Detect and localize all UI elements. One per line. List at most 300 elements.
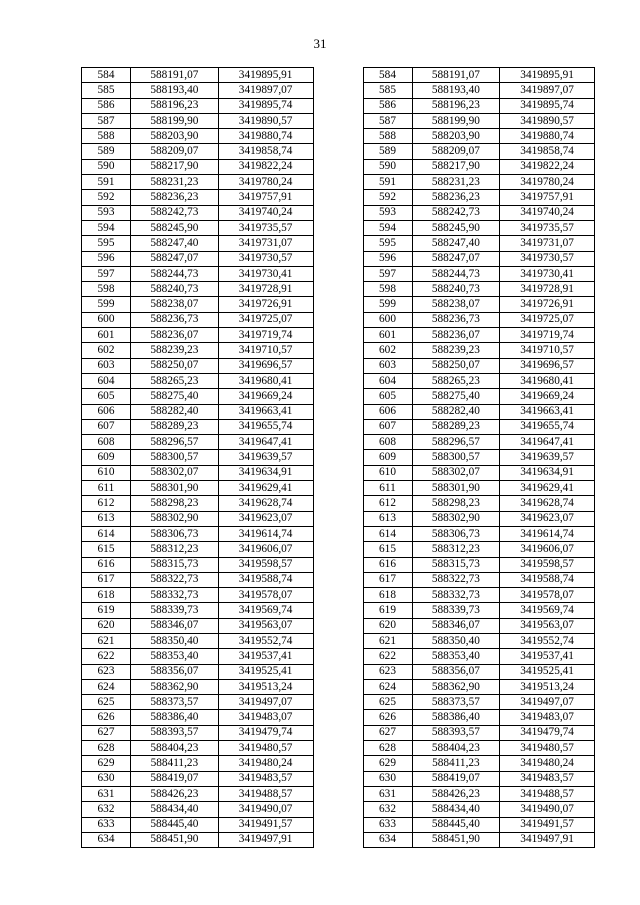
point-number-cell: 619 bbox=[363, 603, 412, 618]
x-coordinate-cell: 588353,40 bbox=[412, 649, 500, 664]
point-number-cell: 606 bbox=[82, 404, 131, 419]
x-coordinate-cell: 588346,07 bbox=[131, 618, 219, 633]
y-coordinate-cell: 3419483,07 bbox=[500, 710, 595, 725]
table-row bbox=[82, 83, 314, 98]
x-coordinate-cell: 588231,23 bbox=[412, 175, 500, 190]
table-row bbox=[363, 404, 595, 419]
x-coordinate-cell: 588193,40 bbox=[131, 83, 219, 98]
point-number-cell: 627 bbox=[363, 725, 412, 740]
point-number-cell: 601 bbox=[363, 328, 412, 343]
x-coordinate-cell: 588193,40 bbox=[412, 83, 500, 98]
table-row bbox=[82, 557, 314, 572]
point-number-cell: 584 bbox=[363, 68, 412, 83]
x-coordinate-cell: 588250,07 bbox=[131, 358, 219, 373]
y-coordinate-cell: 3419479,74 bbox=[218, 725, 313, 740]
table-row bbox=[82, 297, 314, 312]
x-coordinate-cell: 588217,90 bbox=[131, 159, 219, 174]
table-row bbox=[82, 435, 314, 450]
table-row bbox=[82, 144, 314, 159]
x-coordinate-cell: 588250,07 bbox=[412, 358, 500, 373]
x-coordinate-cell: 588244,73 bbox=[131, 266, 219, 281]
point-number-cell: 589 bbox=[82, 144, 131, 159]
table-row bbox=[82, 450, 314, 465]
point-number-cell: 595 bbox=[82, 236, 131, 251]
x-coordinate-cell: 588300,57 bbox=[131, 450, 219, 465]
table-row bbox=[82, 572, 314, 587]
point-number-cell: 632 bbox=[363, 802, 412, 817]
x-coordinate-cell: 588419,07 bbox=[412, 771, 500, 786]
x-coordinate-cell: 588209,07 bbox=[131, 144, 219, 159]
point-number-cell: 621 bbox=[363, 633, 412, 648]
table-row bbox=[363, 465, 595, 480]
x-coordinate-cell: 588265,23 bbox=[412, 373, 500, 388]
y-coordinate-cell: 3419730,41 bbox=[218, 266, 313, 281]
y-coordinate-cell: 3419634,91 bbox=[500, 465, 595, 480]
y-coordinate-cell: 3419479,74 bbox=[500, 725, 595, 740]
y-coordinate-cell: 3419895,91 bbox=[500, 68, 595, 83]
coordinates-tables bbox=[81, 67, 595, 848]
table-row bbox=[363, 542, 595, 557]
table-row bbox=[363, 725, 595, 740]
x-coordinate-cell: 588373,57 bbox=[131, 695, 219, 710]
y-coordinate-cell: 3419480,57 bbox=[500, 741, 595, 756]
table-row bbox=[82, 373, 314, 388]
y-coordinate-cell: 3419726,91 bbox=[218, 297, 313, 312]
table-row bbox=[363, 771, 595, 786]
coordinates-table-left bbox=[81, 67, 314, 848]
table-row bbox=[363, 511, 595, 526]
point-number-cell: 625 bbox=[363, 695, 412, 710]
point-number-cell: 603 bbox=[363, 358, 412, 373]
table-row bbox=[82, 113, 314, 128]
y-coordinate-cell: 3419598,57 bbox=[500, 557, 595, 572]
x-coordinate-cell: 588332,73 bbox=[412, 588, 500, 603]
x-coordinate-cell: 588236,73 bbox=[412, 312, 500, 327]
x-coordinate-cell: 588373,57 bbox=[412, 695, 500, 710]
x-coordinate-cell: 588322,73 bbox=[131, 572, 219, 587]
table-row bbox=[363, 98, 595, 113]
x-coordinate-cell: 588386,40 bbox=[412, 710, 500, 725]
point-number-cell: 598 bbox=[82, 282, 131, 297]
table-row bbox=[363, 756, 595, 771]
y-coordinate-cell: 3419895,74 bbox=[500, 98, 595, 113]
y-coordinate-cell: 3419628,74 bbox=[500, 496, 595, 511]
y-coordinate-cell: 3419728,91 bbox=[218, 282, 313, 297]
y-coordinate-cell: 3419606,07 bbox=[500, 542, 595, 557]
point-number-cell: 612 bbox=[363, 496, 412, 511]
x-coordinate-cell: 588282,40 bbox=[412, 404, 500, 419]
coordinates-table-right bbox=[363, 67, 596, 848]
table-row bbox=[363, 603, 595, 618]
table-row bbox=[363, 786, 595, 801]
x-coordinate-cell: 588322,73 bbox=[412, 572, 500, 587]
point-number-cell: 595 bbox=[363, 236, 412, 251]
x-coordinate-cell: 588240,73 bbox=[412, 282, 500, 297]
x-coordinate-cell: 588289,23 bbox=[131, 419, 219, 434]
table-row bbox=[363, 450, 595, 465]
point-number-cell: 611 bbox=[82, 481, 131, 496]
point-number-cell: 628 bbox=[363, 741, 412, 756]
point-number-cell: 592 bbox=[363, 190, 412, 205]
point-number-cell: 610 bbox=[82, 465, 131, 480]
y-coordinate-cell: 3419488,57 bbox=[500, 786, 595, 801]
x-coordinate-cell: 588199,90 bbox=[412, 113, 500, 128]
y-coordinate-cell: 3419719,74 bbox=[218, 328, 313, 343]
point-number-cell: 610 bbox=[363, 465, 412, 480]
point-number-cell: 605 bbox=[82, 389, 131, 404]
table-row bbox=[363, 588, 595, 603]
x-coordinate-cell: 588426,23 bbox=[131, 786, 219, 801]
table-row bbox=[363, 695, 595, 710]
x-coordinate-cell: 588339,73 bbox=[131, 603, 219, 618]
table-row bbox=[363, 435, 595, 450]
table-row bbox=[82, 98, 314, 113]
x-coordinate-cell: 588265,23 bbox=[131, 373, 219, 388]
x-coordinate-cell: 588236,07 bbox=[131, 328, 219, 343]
table-row bbox=[363, 496, 595, 511]
point-number-cell: 586 bbox=[363, 98, 412, 113]
table-row bbox=[82, 68, 314, 83]
table-row bbox=[82, 526, 314, 541]
x-coordinate-cell: 588239,23 bbox=[412, 343, 500, 358]
x-coordinate-cell: 588239,23 bbox=[131, 343, 219, 358]
point-number-cell: 606 bbox=[363, 404, 412, 419]
point-number-cell: 609 bbox=[363, 450, 412, 465]
point-number-cell: 620 bbox=[363, 618, 412, 633]
table-gap bbox=[314, 67, 363, 848]
y-coordinate-cell: 3419728,91 bbox=[500, 282, 595, 297]
x-coordinate-cell: 588426,23 bbox=[412, 786, 500, 801]
x-coordinate-cell: 588404,23 bbox=[131, 741, 219, 756]
table-row bbox=[363, 282, 595, 297]
point-number-cell: 626 bbox=[363, 710, 412, 725]
point-number-cell: 600 bbox=[363, 312, 412, 327]
x-coordinate-cell: 588199,90 bbox=[131, 113, 219, 128]
point-number-cell: 604 bbox=[363, 373, 412, 388]
y-coordinate-cell: 3419680,41 bbox=[218, 373, 313, 388]
point-number-cell: 607 bbox=[82, 419, 131, 434]
y-coordinate-cell: 3419578,07 bbox=[500, 588, 595, 603]
y-coordinate-cell: 3419483,57 bbox=[500, 771, 595, 786]
point-number-cell: 585 bbox=[82, 83, 131, 98]
table-row bbox=[82, 159, 314, 174]
x-coordinate-cell: 588362,90 bbox=[412, 679, 500, 694]
table-row bbox=[363, 297, 595, 312]
table-row bbox=[82, 771, 314, 786]
point-number-cell: 584 bbox=[82, 68, 131, 83]
y-coordinate-cell: 3419623,07 bbox=[500, 511, 595, 526]
y-coordinate-cell: 3419655,74 bbox=[500, 419, 595, 434]
y-coordinate-cell: 3419740,24 bbox=[500, 205, 595, 220]
table-row bbox=[363, 144, 595, 159]
y-coordinate-cell: 3419563,07 bbox=[500, 618, 595, 633]
y-coordinate-cell: 3419696,57 bbox=[218, 358, 313, 373]
y-coordinate-cell: 3419480,57 bbox=[218, 741, 313, 756]
point-number-cell: 596 bbox=[363, 251, 412, 266]
y-coordinate-cell: 3419895,91 bbox=[218, 68, 313, 83]
table-row bbox=[363, 266, 595, 281]
x-coordinate-cell: 588312,23 bbox=[131, 542, 219, 557]
x-coordinate-cell: 588238,07 bbox=[412, 297, 500, 312]
table-row bbox=[82, 603, 314, 618]
table-row bbox=[82, 725, 314, 740]
point-number-cell: 617 bbox=[82, 572, 131, 587]
table-row bbox=[363, 802, 595, 817]
x-coordinate-cell: 588191,07 bbox=[131, 68, 219, 83]
table-row bbox=[82, 710, 314, 725]
y-coordinate-cell: 3419858,74 bbox=[500, 144, 595, 159]
point-number-cell: 600 bbox=[82, 312, 131, 327]
point-number-cell: 590 bbox=[82, 159, 131, 174]
table-row bbox=[363, 633, 595, 648]
table-row bbox=[363, 175, 595, 190]
point-number-cell: 633 bbox=[363, 817, 412, 832]
table-row bbox=[363, 373, 595, 388]
x-coordinate-cell: 588244,73 bbox=[412, 266, 500, 281]
table-row bbox=[82, 236, 314, 251]
point-number-cell: 592 bbox=[82, 190, 131, 205]
y-coordinate-cell: 3419639,57 bbox=[218, 450, 313, 465]
y-coordinate-cell: 3419497,91 bbox=[500, 832, 595, 847]
table-row bbox=[82, 205, 314, 220]
point-number-cell: 626 bbox=[82, 710, 131, 725]
y-coordinate-cell: 3419740,24 bbox=[218, 205, 313, 220]
table-row bbox=[363, 83, 595, 98]
table-row bbox=[363, 679, 595, 694]
point-number-cell: 614 bbox=[82, 526, 131, 541]
x-coordinate-cell: 588236,07 bbox=[412, 328, 500, 343]
y-coordinate-cell: 3419483,07 bbox=[218, 710, 313, 725]
x-coordinate-cell: 588245,90 bbox=[412, 220, 500, 235]
y-coordinate-cell: 3419629,41 bbox=[500, 481, 595, 496]
x-coordinate-cell: 588302,90 bbox=[131, 511, 219, 526]
y-coordinate-cell: 3419488,57 bbox=[218, 786, 313, 801]
x-coordinate-cell: 588302,90 bbox=[412, 511, 500, 526]
x-coordinate-cell: 588411,23 bbox=[412, 756, 500, 771]
x-coordinate-cell: 588217,90 bbox=[412, 159, 500, 174]
x-coordinate-cell: 588419,07 bbox=[131, 771, 219, 786]
point-number-cell: 593 bbox=[363, 205, 412, 220]
table-row bbox=[363, 236, 595, 251]
table-row bbox=[82, 741, 314, 756]
table-row bbox=[363, 220, 595, 235]
y-coordinate-cell: 3419680,41 bbox=[500, 373, 595, 388]
point-number-cell: 587 bbox=[82, 113, 131, 128]
y-coordinate-cell: 3419491,57 bbox=[500, 817, 595, 832]
x-coordinate-cell: 588362,90 bbox=[131, 679, 219, 694]
point-number-cell: 618 bbox=[363, 588, 412, 603]
point-number-cell: 586 bbox=[82, 98, 131, 113]
point-number-cell: 612 bbox=[82, 496, 131, 511]
table-row bbox=[82, 481, 314, 496]
table-row bbox=[82, 786, 314, 801]
x-coordinate-cell: 588386,40 bbox=[131, 710, 219, 725]
point-number-cell: 602 bbox=[82, 343, 131, 358]
x-coordinate-cell: 588356,07 bbox=[412, 664, 500, 679]
x-coordinate-cell: 588350,40 bbox=[131, 633, 219, 648]
point-number-cell: 599 bbox=[363, 297, 412, 312]
point-number-cell: 587 bbox=[363, 113, 412, 128]
x-coordinate-cell: 588238,07 bbox=[131, 297, 219, 312]
table-row bbox=[82, 802, 314, 817]
x-coordinate-cell: 588196,23 bbox=[131, 98, 219, 113]
y-coordinate-cell: 3419735,57 bbox=[500, 220, 595, 235]
point-number-cell: 591 bbox=[82, 175, 131, 190]
point-number-cell: 631 bbox=[363, 786, 412, 801]
x-coordinate-cell: 588301,90 bbox=[412, 481, 500, 496]
table-row bbox=[363, 190, 595, 205]
point-number-cell: 594 bbox=[82, 220, 131, 235]
table-row bbox=[363, 526, 595, 541]
table-row bbox=[82, 358, 314, 373]
x-coordinate-cell: 588296,57 bbox=[412, 435, 500, 450]
point-number-cell: 629 bbox=[82, 756, 131, 771]
y-coordinate-cell: 3419606,07 bbox=[218, 542, 313, 557]
point-number-cell: 623 bbox=[82, 664, 131, 679]
x-coordinate-cell: 588393,57 bbox=[412, 725, 500, 740]
x-coordinate-cell: 588242,73 bbox=[131, 205, 219, 220]
x-coordinate-cell: 588282,40 bbox=[131, 404, 219, 419]
y-coordinate-cell: 3419569,74 bbox=[218, 603, 313, 618]
y-coordinate-cell: 3419780,24 bbox=[218, 175, 313, 190]
point-number-cell: 619 bbox=[82, 603, 131, 618]
y-coordinate-cell: 3419890,57 bbox=[500, 113, 595, 128]
table-row bbox=[82, 251, 314, 266]
point-number-cell: 622 bbox=[363, 649, 412, 664]
table-row bbox=[363, 419, 595, 434]
point-number-cell: 597 bbox=[363, 266, 412, 281]
table-row bbox=[82, 664, 314, 679]
y-coordinate-cell: 3419663,41 bbox=[500, 404, 595, 419]
x-coordinate-cell: 588346,07 bbox=[412, 618, 500, 633]
x-coordinate-cell: 588298,23 bbox=[412, 496, 500, 511]
table-row bbox=[82, 817, 314, 832]
y-coordinate-cell: 3419629,41 bbox=[218, 481, 313, 496]
y-coordinate-cell: 3419598,57 bbox=[218, 557, 313, 572]
table-row bbox=[82, 465, 314, 480]
point-number-cell: 634 bbox=[363, 832, 412, 847]
x-coordinate-cell: 588332,73 bbox=[131, 588, 219, 603]
table-row bbox=[82, 679, 314, 694]
point-number-cell: 594 bbox=[363, 220, 412, 235]
table-row bbox=[82, 404, 314, 419]
table-row bbox=[363, 649, 595, 664]
x-coordinate-cell: 588302,07 bbox=[412, 465, 500, 480]
x-coordinate-cell: 588240,73 bbox=[131, 282, 219, 297]
y-coordinate-cell: 3419696,57 bbox=[500, 358, 595, 373]
table-row bbox=[82, 542, 314, 557]
x-coordinate-cell: 588236,23 bbox=[131, 190, 219, 205]
table-row bbox=[363, 741, 595, 756]
table-row bbox=[363, 817, 595, 832]
x-coordinate-cell: 588434,40 bbox=[131, 802, 219, 817]
point-number-cell: 615 bbox=[82, 542, 131, 557]
table-row bbox=[363, 389, 595, 404]
y-coordinate-cell: 3419614,74 bbox=[500, 526, 595, 541]
x-coordinate-cell: 588434,40 bbox=[412, 802, 500, 817]
x-coordinate-cell: 588306,73 bbox=[412, 526, 500, 541]
y-coordinate-cell: 3419569,74 bbox=[500, 603, 595, 618]
y-coordinate-cell: 3419822,24 bbox=[218, 159, 313, 174]
y-coordinate-cell: 3419858,74 bbox=[218, 144, 313, 159]
x-coordinate-cell: 588393,57 bbox=[131, 725, 219, 740]
point-number-cell: 616 bbox=[363, 557, 412, 572]
table-row bbox=[82, 832, 314, 847]
table-row bbox=[363, 481, 595, 496]
x-coordinate-cell: 588356,07 bbox=[131, 664, 219, 679]
point-number-cell: 613 bbox=[363, 511, 412, 526]
table-row bbox=[363, 618, 595, 633]
x-coordinate-cell: 588247,07 bbox=[412, 251, 500, 266]
y-coordinate-cell: 3419497,07 bbox=[500, 695, 595, 710]
x-coordinate-cell: 588300,57 bbox=[412, 450, 500, 465]
y-coordinate-cell: 3419588,74 bbox=[500, 572, 595, 587]
y-coordinate-cell: 3419730,41 bbox=[500, 266, 595, 281]
y-coordinate-cell: 3419710,57 bbox=[218, 343, 313, 358]
point-number-cell: 621 bbox=[82, 633, 131, 648]
y-coordinate-cell: 3419614,74 bbox=[218, 526, 313, 541]
table-row bbox=[82, 282, 314, 297]
x-coordinate-cell: 588339,73 bbox=[412, 603, 500, 618]
point-number-cell: 624 bbox=[363, 679, 412, 694]
y-coordinate-cell: 3419552,74 bbox=[218, 633, 313, 648]
table-row bbox=[363, 312, 595, 327]
y-coordinate-cell: 3419731,07 bbox=[218, 236, 313, 251]
point-number-cell: 629 bbox=[363, 756, 412, 771]
x-coordinate-cell: 588451,90 bbox=[412, 832, 500, 847]
y-coordinate-cell: 3419537,41 bbox=[500, 649, 595, 664]
coordinates-table-right-body bbox=[363, 68, 595, 848]
point-number-cell: 591 bbox=[363, 175, 412, 190]
x-coordinate-cell: 588203,90 bbox=[412, 129, 500, 144]
x-coordinate-cell: 588404,23 bbox=[412, 741, 500, 756]
y-coordinate-cell: 3419880,74 bbox=[500, 129, 595, 144]
point-number-cell: 627 bbox=[82, 725, 131, 740]
table-row bbox=[363, 832, 595, 847]
x-coordinate-cell: 588445,40 bbox=[412, 817, 500, 832]
point-number-cell: 618 bbox=[82, 588, 131, 603]
y-coordinate-cell: 3419497,91 bbox=[218, 832, 313, 847]
y-coordinate-cell: 3419719,74 bbox=[500, 328, 595, 343]
table-row bbox=[82, 343, 314, 358]
y-coordinate-cell: 3419639,57 bbox=[500, 450, 595, 465]
table-row bbox=[82, 588, 314, 603]
point-number-cell: 617 bbox=[363, 572, 412, 587]
point-number-cell: 630 bbox=[363, 771, 412, 786]
x-coordinate-cell: 588275,40 bbox=[412, 389, 500, 404]
table-row bbox=[363, 572, 595, 587]
y-coordinate-cell: 3419588,74 bbox=[218, 572, 313, 587]
y-coordinate-cell: 3419647,41 bbox=[500, 435, 595, 450]
point-number-cell: 633 bbox=[82, 817, 131, 832]
table-row bbox=[82, 129, 314, 144]
table-row bbox=[82, 496, 314, 511]
y-coordinate-cell: 3419525,41 bbox=[218, 664, 313, 679]
x-coordinate-cell: 588247,07 bbox=[131, 251, 219, 266]
y-coordinate-cell: 3419552,74 bbox=[500, 633, 595, 648]
y-coordinate-cell: 3419710,57 bbox=[500, 343, 595, 358]
y-coordinate-cell: 3419725,07 bbox=[218, 312, 313, 327]
point-number-cell: 598 bbox=[363, 282, 412, 297]
point-number-cell: 599 bbox=[82, 297, 131, 312]
y-coordinate-cell: 3419895,74 bbox=[218, 98, 313, 113]
table-row bbox=[363, 113, 595, 128]
x-coordinate-cell: 588236,23 bbox=[412, 190, 500, 205]
x-coordinate-cell: 588191,07 bbox=[412, 68, 500, 83]
y-coordinate-cell: 3419725,07 bbox=[500, 312, 595, 327]
y-coordinate-cell: 3419757,91 bbox=[500, 190, 595, 205]
x-coordinate-cell: 588209,07 bbox=[412, 144, 500, 159]
